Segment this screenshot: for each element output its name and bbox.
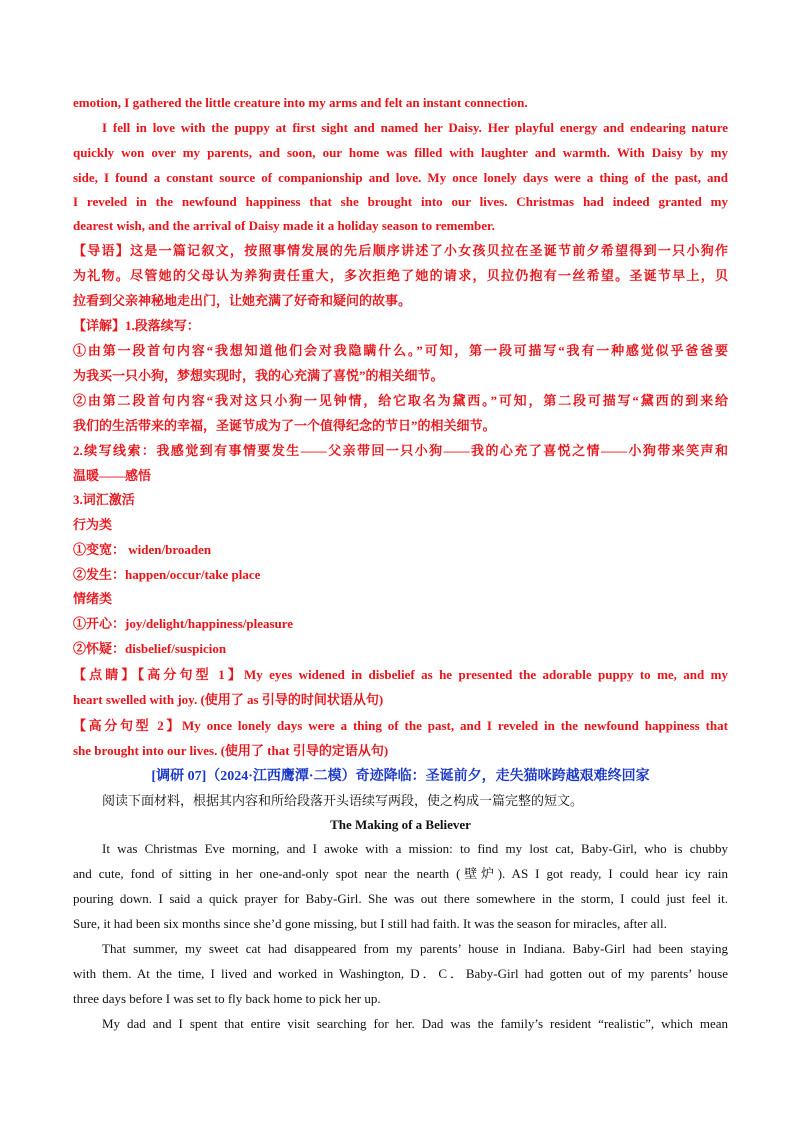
answer-paragraph-2-line: side, I found a constant source of companionship and love. My once lonely days were a thing of the past, and: [73, 170, 728, 185]
detail-line: ②由第二段首句内容“我对这只小狗一见钟情，给它取名为黛西。”可知，第二段可描写“黛西的到来给: [73, 393, 728, 408]
comment-line: heart swelled with joy. (使用了 as 引导的时间状语从句): [73, 692, 384, 707]
answer-paragraph-2-line: quickly won over my parents, and soon, our home was filled with laughter and warmth. With Daisy by my: [73, 145, 728, 160]
story-paragraph-3-line: My dad and I spent that entire visit searching for her. Dad was the family’s resident “realistic”, which mean: [102, 1016, 728, 1031]
detail-line: ①由第一段首句内容“我想知道他们会对我隐瞒什么。”可知，第一段可描写“我有一种感觉似乎爸爸要: [73, 343, 728, 358]
story-paragraph-1-line: and cute, fond of sitting in her one-and-only spot near the nearth (壁炉). AS I got ready, I could hear icy rain: [73, 866, 728, 881]
detail-line: 行为类: [73, 517, 113, 532]
story-paragraph-2-line: with them. At the time, I lived and worked in Washington, D．C．Baby-Girl had gotten out of my parents’ house: [73, 966, 728, 981]
comment-line: 【点睛】【高分句型 1】My eyes widened in disbelief as he presented the adorable puppy to me, and my: [73, 667, 728, 682]
story-title: The Making of a Believer: [330, 817, 471, 832]
detail-line: ①变宽： widen/broaden: [73, 542, 212, 557]
section-instruction: 阅读下面材料，根据其内容和所给段落开头语续写两段，使之构成一篇完整的短文。: [102, 793, 584, 808]
detail-line: 2.续写线索：我感觉到有事情要发生——父亲带回一只小狗——我的心充了喜悦之情——小狗带来笑声和: [73, 443, 728, 458]
story-paragraph-1-line: It was Christmas Eve morning, and I awoke with a mission: to find my lost cat, Baby-Girl, who is chubby: [102, 841, 728, 856]
detail-line: 情绪类: [73, 591, 113, 606]
guide-line: 拉看到父亲神秘地走出门，让她充满了好奇和疑问的故事。: [73, 293, 412, 308]
detail-line: ②发生：happen/occur/take place: [73, 567, 261, 582]
answer-paragraph-1-end: emotion, I gathered the little creature into my arms and felt an instant connection.: [73, 95, 528, 110]
detail-line: 为我买一只小狗，梦想实现时，我的心充满了喜悦”的相关细节。: [73, 368, 444, 383]
detail-line: ①开心：joy/delight/happiness/pleasure: [73, 616, 294, 631]
guide-line: 【导语】这是一篇记叙文，按照事情发展的先后顺序讲述了小女孩贝拉在圣诞节前夕希望得到一只小狗作: [73, 243, 728, 258]
story-paragraph-2-line: three days before I was set to fly back home to pick her up.: [73, 991, 381, 1006]
comment-line: she brought into our lives. (使用了 that 引导的定语从句): [73, 743, 389, 758]
detail-heading: 【详解】1.段落续写：: [73, 318, 200, 333]
detail-line: 我们的生活带来的幸福，圣诞节成为了一个值得纪念的节日”的相关细节。: [73, 418, 496, 433]
story-paragraph-1-line: pouring down. I said a quick prayer for Baby-Girl. She was out there somewhere in the storm, I could just feel it.: [73, 891, 728, 906]
detail-line: ②怀疑：disbelief/suspicion: [73, 641, 227, 656]
section-heading: [调研 07]（2024·江西鹰潭·二模）奇迹降临：圣诞前夕，走失猫咪跨越艰难终回家: [151, 769, 650, 784]
detail-line: 温暖——感悟: [73, 468, 152, 483]
answer-paragraph-2-line: dearest wish, and the arrival of Daisy made it a holiday season to remember.: [73, 218, 495, 233]
story-paragraph-1-line: Sure, it had been six months since she’d gone missing, but I still had faith. It was the season for miracles, after all.: [73, 916, 667, 931]
answer-paragraph-2-line: I fell in love with the puppy at first sight and named her Daisy. Her playful energy and endearing nature: [102, 120, 728, 135]
answer-paragraph-2-line: I reveled in the newfound happiness that she brought into our lives. Christmas had indeed granted my: [73, 194, 728, 209]
guide-line: 为礼物。尽管她的父母认为养狗责任重大，多次拒绝了她的请求，贝拉仍抱有一丝希望。圣诞节早上，贝: [73, 268, 728, 283]
detail-line: 3.词汇激活: [73, 492, 135, 507]
comment-line: 【高分句型 2】My once lonely days were a thing of the past, and I reveled in the newfound happiness that: [73, 718, 728, 733]
story-paragraph-2-line: That summer, my sweet cat had disappeared from my parents’ house in Indiana. Baby-Girl had been staying: [102, 941, 728, 956]
